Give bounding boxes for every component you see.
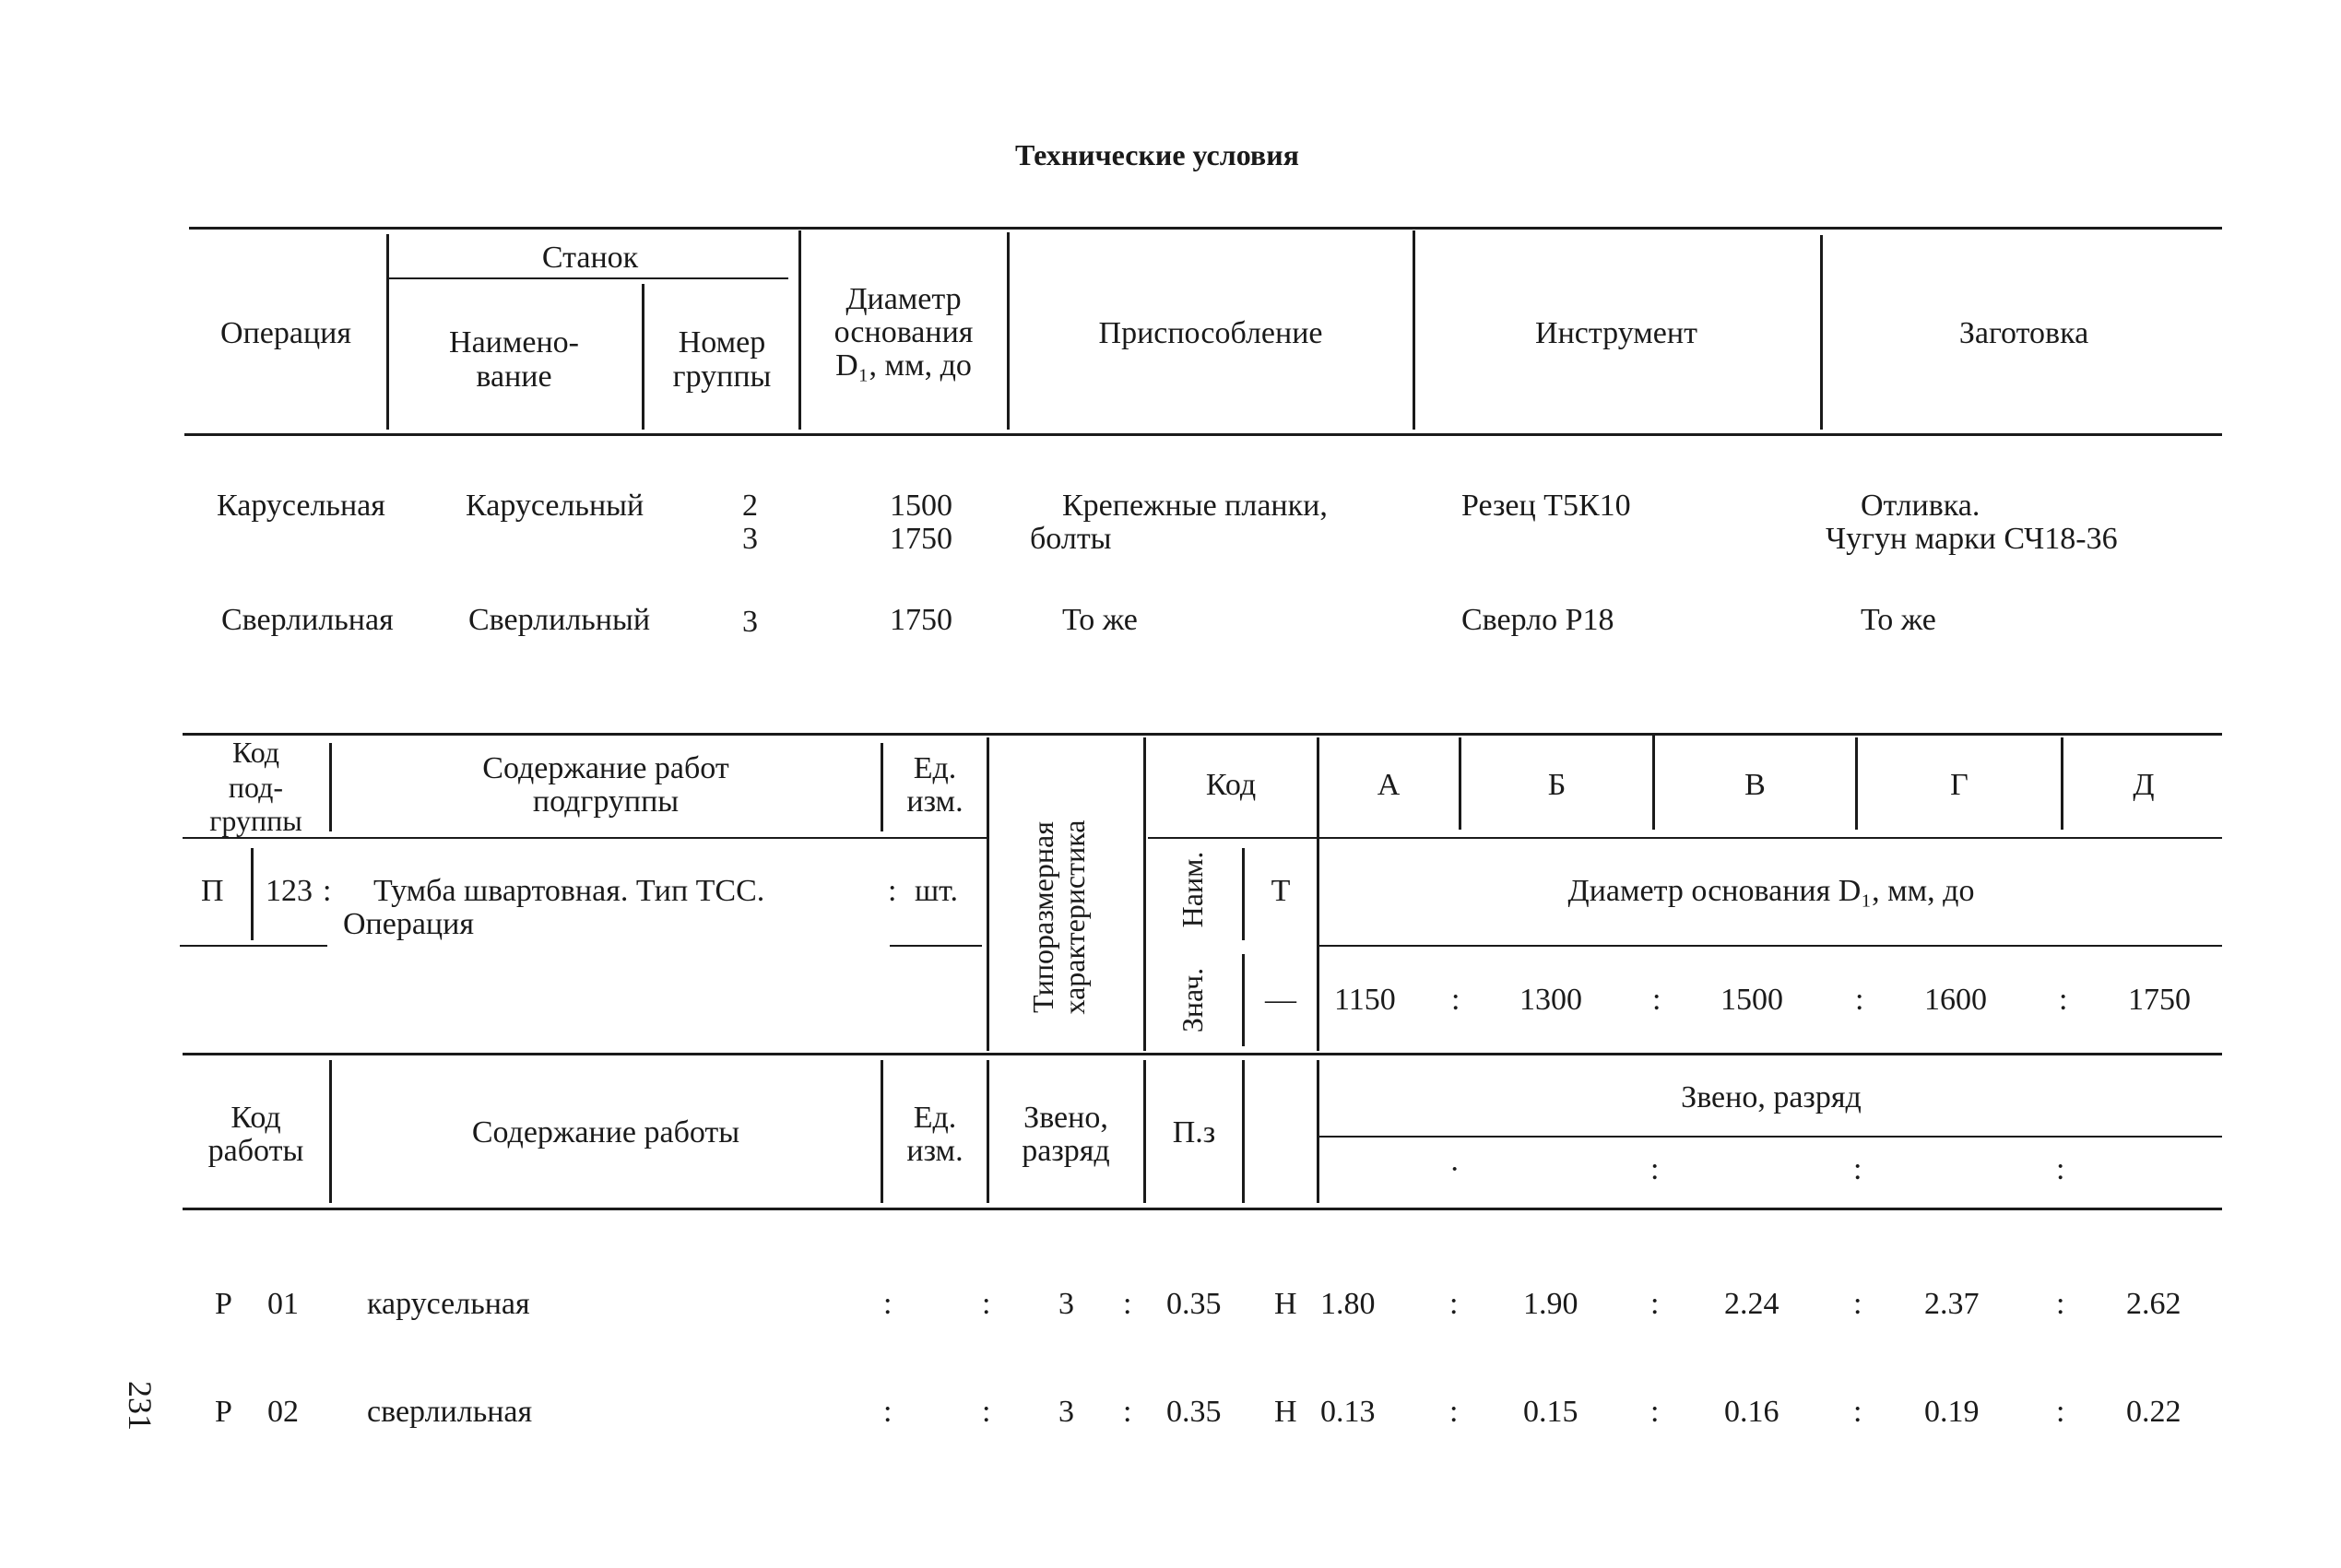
- row-group: 2: [742, 489, 758, 523]
- page-number: 231: [122, 1381, 159, 1431]
- work-norm: Н: [1274, 1287, 1297, 1321]
- header-work-code-2: работы: [207, 1134, 304, 1168]
- row-tool: Сверло Р18: [1461, 603, 1614, 637]
- subgroup-number: 123: [266, 874, 313, 908]
- work-pz: 0.35: [1166, 1395, 1222, 1429]
- diameter-value: 1500: [1720, 983, 1783, 1017]
- work-letter: Р: [215, 1395, 232, 1429]
- separator: :: [1123, 1287, 1132, 1321]
- work-value: 0.15: [1523, 1395, 1578, 1429]
- diameter-caption: Диаметр основания D₁, мм, до: [1567, 874, 1975, 908]
- header-work-unit: Ед.: [913, 1101, 957, 1135]
- separator: :: [1853, 1395, 1862, 1429]
- header-operation: Операция: [220, 316, 351, 350]
- separator: :: [323, 874, 332, 908]
- work-value: 0.22: [2126, 1395, 2181, 1429]
- column-D: Д: [2133, 768, 2155, 802]
- work-value: 1.80: [1320, 1287, 1376, 1321]
- work-content: сверлильная: [367, 1395, 533, 1429]
- separator: :: [1855, 983, 1864, 1017]
- subgroup-content: Операция: [343, 907, 474, 941]
- work-value: 0.16: [1724, 1395, 1779, 1429]
- header-work-code: Код: [231, 1101, 281, 1135]
- header-machine-name: Наимено-: [449, 325, 579, 360]
- separator: ·: [1449, 1152, 1460, 1186]
- row-fixture: Крепежные планки,: [1062, 489, 1328, 523]
- diameter-value: 1750: [2128, 983, 2191, 1017]
- separator: :: [1123, 1395, 1132, 1429]
- work-pz: 0.35: [1166, 1287, 1222, 1321]
- row-blank: Отливка.: [1861, 489, 1980, 523]
- separator: :: [1449, 1287, 1459, 1321]
- separator: :: [982, 1395, 991, 1429]
- subgroup-unit: шт.: [915, 874, 958, 908]
- separator: :: [2059, 983, 2068, 1017]
- work-value: 2.37: [1924, 1287, 1980, 1321]
- separator: :: [2056, 1287, 2065, 1321]
- header-subgroup-content-2: подгруппы: [532, 784, 680, 819]
- separator: :: [883, 1287, 893, 1321]
- header-unit-2: изм.: [906, 784, 964, 819]
- header-diameter-2: основания: [834, 315, 974, 349]
- separator: :: [2056, 1395, 2065, 1429]
- work-number: 01: [267, 1287, 299, 1321]
- work-value: 2.24: [1724, 1287, 1779, 1321]
- code-value-value: —: [1265, 983, 1296, 1017]
- header-pz: П.з: [1172, 1115, 1216, 1149]
- header-link-grade-span: Звено, разряд: [1681, 1080, 1862, 1114]
- separator: :: [1449, 1395, 1459, 1429]
- work-norm: Н: [1274, 1395, 1297, 1429]
- label-name: Наим.: [1176, 851, 1209, 928]
- separator: :: [982, 1287, 991, 1321]
- work-letter: Р: [215, 1287, 232, 1321]
- header-unit: Ед.: [913, 751, 957, 785]
- work-content: карусельная: [367, 1287, 530, 1321]
- column-A: А: [1377, 768, 1401, 802]
- header-subgroup-code-3: группы: [209, 804, 302, 837]
- row-blank: Чугун марки СЧ18-36: [1826, 522, 2118, 556]
- header-machine: Станок: [541, 241, 639, 275]
- header-work-content: Содержание работы: [471, 1115, 740, 1149]
- row-operation: Карусельная: [217, 489, 385, 523]
- row-group: 3: [742, 522, 758, 556]
- diameter-value: 1300: [1519, 983, 1582, 1017]
- work-value: 0.13: [1320, 1395, 1376, 1429]
- row-fixture: болты: [1030, 522, 1112, 556]
- row-fixture: То же: [1062, 603, 1138, 637]
- header-diameter-3: D₁, мм, до: [835, 348, 972, 383]
- row-diameter: 1500: [890, 489, 952, 523]
- header-code: Код: [1205, 768, 1257, 802]
- header-link-grade-2: разряд: [1022, 1134, 1110, 1168]
- header-machine-name-2: вание: [476, 360, 552, 394]
- header-fixture: Приспособление: [1098, 316, 1323, 350]
- header-work-unit-2: изм.: [906, 1134, 964, 1168]
- header-diameter: Диаметр: [845, 282, 962, 316]
- work-number: 02: [267, 1395, 299, 1429]
- separator: :: [1650, 1287, 1660, 1321]
- work-value: 0.19: [1924, 1395, 1980, 1429]
- row-machine-name: Сверлильный: [468, 603, 651, 637]
- header-blank: Заготовка: [1958, 316, 2089, 350]
- separator: :: [1652, 983, 1661, 1017]
- column-B: Б: [1547, 768, 1567, 802]
- work-value: 1.90: [1523, 1287, 1578, 1321]
- separator: :: [1853, 1287, 1862, 1321]
- label-value: Знач.: [1176, 967, 1209, 1033]
- code-name-value: Т: [1271, 874, 1291, 908]
- header-subgroup-code: Код: [231, 736, 280, 769]
- separator: :: [2056, 1152, 2065, 1186]
- page-title: Технические условия: [1015, 138, 1299, 171]
- row-group: 3: [742, 605, 758, 639]
- row-blank: То же: [1861, 603, 1936, 637]
- subgroup-letter: П: [201, 874, 224, 908]
- diameter-value: 1150: [1334, 983, 1396, 1017]
- row-machine-name: Карусельный: [466, 489, 644, 523]
- header-subgroup-code-2: под-: [228, 771, 284, 804]
- separator: :: [1650, 1395, 1660, 1429]
- header-link-grade: Звено,: [1023, 1101, 1108, 1135]
- column-G: Г: [1950, 768, 1969, 802]
- work-grade: 3: [1058, 1395, 1074, 1429]
- row-tool: Резец Т5К10: [1461, 489, 1631, 523]
- separator: :: [1451, 983, 1460, 1017]
- row-diameter: 1750: [890, 603, 952, 637]
- header-group-number-2: группы: [672, 360, 772, 394]
- diameter-value: 1600: [1924, 983, 1987, 1017]
- header-subgroup-content: Содержание работ: [482, 751, 729, 785]
- work-value: 2.62: [2126, 1287, 2181, 1321]
- header-typesize: Типоразмерная характеристика: [1026, 819, 1091, 1015]
- separator: :: [1853, 1152, 1862, 1186]
- row-operation: Сверлильная: [221, 603, 394, 637]
- header-tool: Инструмент: [1535, 316, 1697, 350]
- subgroup-content: Тумба швартовная. Тип ТСС.: [373, 874, 765, 908]
- separator: :: [883, 1395, 893, 1429]
- column-V: В: [1744, 768, 1766, 802]
- work-grade: 3: [1058, 1287, 1074, 1321]
- header-group-number: Номер: [678, 325, 766, 360]
- row-diameter: 1750: [890, 522, 952, 556]
- separator: :: [888, 874, 897, 908]
- separator: :: [1650, 1152, 1660, 1186]
